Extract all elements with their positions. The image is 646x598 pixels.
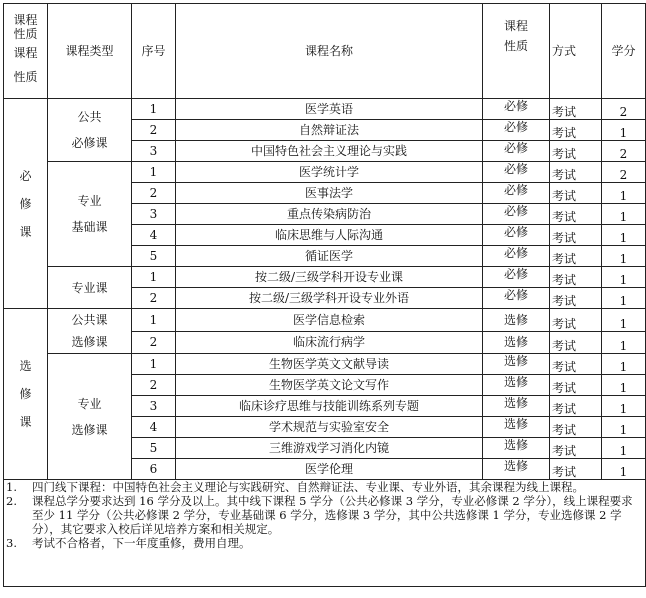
row-credit: 2 — [602, 99, 646, 120]
row-credit: 1 — [602, 354, 646, 375]
row-no: 4 — [132, 225, 176, 246]
row-course-name: 临床思维与人际沟通 — [176, 225, 483, 246]
row-requirement: 必修 — [483, 120, 550, 141]
group-public-required — [48, 99, 132, 162]
group-label-line: 必修课 — [71, 136, 108, 150]
row-method: 考试 — [550, 141, 602, 162]
row-no: 2 — [132, 183, 176, 204]
row-method: 考试 — [550, 204, 602, 225]
group-elective-char: 修 — [19, 387, 32, 401]
row-method: 考试 — [550, 331, 602, 354]
header-requirement-line: 课程 — [503, 19, 528, 33]
row-credit: 1 — [602, 246, 646, 267]
row-credit: 1 — [602, 438, 646, 459]
row-course-name: 自然辩证法 — [176, 120, 483, 141]
row-no: 4 — [132, 417, 176, 438]
row-credit: 2 — [602, 141, 646, 162]
row-requirement: 选修 — [483, 331, 550, 354]
row-course-name: 生物医学英文论文写作 — [176, 375, 483, 396]
row-course-name: 临床流行病学 — [176, 331, 483, 354]
row-requirement: 必修 — [483, 99, 550, 120]
row-credit: 2 — [602, 162, 646, 183]
row-course-name: 医学信息检索 — [176, 309, 483, 332]
row-no: 3 — [132, 141, 176, 162]
row-no: 2 — [132, 375, 176, 396]
row-course-name: 临床诊疗思维与技能训练系列专题 — [176, 396, 483, 417]
row-method: 考试 — [550, 183, 602, 204]
group-label-line: 基础课 — [71, 220, 108, 234]
group-label-line: 选修课 — [71, 422, 108, 437]
group-required-char: 课 — [19, 224, 32, 239]
header-nature-line: 性质 — [13, 27, 38, 41]
header-nature-line: 性质 — [13, 70, 38, 84]
row-credit: 1 — [602, 375, 646, 396]
group-required — [4, 99, 48, 309]
row-credit: 1 — [602, 225, 646, 246]
row-method: 考试 — [550, 375, 602, 396]
row-course-name: 医学统计学 — [176, 162, 483, 183]
row-no: 6 — [132, 459, 176, 480]
row-method: 考试 — [550, 99, 602, 120]
row-course-name: 生物医学英文文献导读 — [176, 354, 483, 375]
row-credit: 1 — [602, 459, 646, 480]
row-course-name: 按二级/三级学科开设专业课 — [176, 267, 483, 288]
row-course-name: 三维游戏学习消化内镜 — [176, 438, 483, 459]
row-requirement: 选修 — [483, 417, 550, 438]
row-method: 考试 — [550, 396, 602, 417]
row-method: 考试 — [550, 267, 602, 288]
row-credit: 1 — [602, 267, 646, 288]
header-requirement — [483, 4, 550, 99]
row-course-name: 医事法学 — [176, 183, 483, 204]
group-major-basic — [48, 162, 132, 267]
row-credit: 1 — [602, 120, 646, 141]
row-requirement: 必修 — [483, 288, 550, 309]
row-no: 3 — [132, 396, 176, 417]
row-no: 3 — [132, 204, 176, 225]
table-row — [4, 99, 646, 120]
table-row — [4, 354, 646, 375]
notes-cell — [4, 480, 646, 587]
note-text: 课程总学分要求达到 16 学分及以上。其中线下课程 5 学分（公共必修课 3 学分，专业必修课 2 学分），线上课程要求至少 11 学分（公共必修课 2 学分，专业基础课 6 学分，选修课 3 学分，其中公共选修课 1 学分，专业选修课 2 学分），其它要求入校后详见培养方案和相关规定。 — [32, 494, 633, 536]
group-major-course: 专业课 — [48, 267, 132, 309]
row-credit: 1 — [602, 331, 646, 354]
group-label-line: 专业 — [77, 194, 102, 208]
row-requirement: 必修 — [483, 225, 550, 246]
row-requirement: 选修 — [483, 375, 550, 396]
row-no: 1 — [132, 354, 176, 375]
row-no: 1 — [132, 309, 176, 332]
row-method: 考试 — [550, 309, 602, 332]
group-elective-char: 选 — [19, 359, 32, 373]
row-credit: 1 — [602, 396, 646, 417]
row-method: 考试 — [550, 246, 602, 267]
table-row — [4, 309, 646, 332]
row-no: 1 — [132, 99, 176, 120]
row-method: 考试 — [550, 459, 602, 480]
header-seq: 序号 — [132, 4, 176, 99]
table-header-row — [4, 4, 646, 99]
note-number: 2. — [6, 494, 17, 508]
row-no: 2 — [132, 331, 176, 354]
group-label-line: 公共 — [77, 110, 102, 124]
row-no: 1 — [132, 267, 176, 288]
group-required-char: 必 — [19, 168, 32, 183]
note-item — [6, 480, 643, 494]
row-requirement: 必修 — [483, 162, 550, 183]
row-no: 5 — [132, 438, 176, 459]
note-number: 1. — [6, 480, 17, 494]
row-credit: 1 — [602, 183, 646, 204]
row-requirement: 必修 — [483, 141, 550, 162]
note-text: 考试不合格者，下一年度重修，费用自理。 — [32, 536, 251, 550]
row-method: 考试 — [550, 162, 602, 183]
group-label-line: 专业 — [77, 396, 102, 411]
group-label-line: 选修课 — [71, 335, 108, 349]
row-method: 考试 — [550, 438, 602, 459]
row-credit: 1 — [602, 309, 646, 332]
curriculum-table — [3, 3, 646, 587]
row-credit: 1 — [602, 417, 646, 438]
header-nature-line: 课程 — [13, 13, 38, 27]
row-course-name: 循证医学 — [176, 246, 483, 267]
row-requirement: 选修 — [483, 396, 550, 417]
row-credit: 1 — [602, 204, 646, 225]
row-requirement: 选修 — [483, 459, 550, 480]
row-requirement: 选修 — [483, 309, 550, 332]
row-course-name: 学术规范与实验室安全 — [176, 417, 483, 438]
row-no: 2 — [132, 288, 176, 309]
header-nature — [4, 4, 48, 99]
row-method: 考试 — [550, 225, 602, 246]
group-required-char: 修 — [19, 196, 32, 211]
row-course-name: 重点传染病防治 — [176, 204, 483, 225]
row-course-name: 中国特色社会主义理论与实践 — [176, 141, 483, 162]
note-number: 3. — [6, 536, 17, 550]
row-requirement: 选修 — [483, 354, 550, 375]
row-requirement: 必修 — [483, 267, 550, 288]
group-major-elective — [48, 354, 132, 480]
header-method: 方式 — [550, 4, 602, 99]
row-method: 考试 — [550, 417, 602, 438]
group-label-line: 公共课 — [71, 313, 108, 327]
row-requirement: 必修 — [483, 246, 550, 267]
note-text: 四门线下课程：中国特色社会主义理论与实践研究、自然辩证法、专业课、专业外语，其余课程为线上课程。 — [32, 480, 584, 494]
note-item — [6, 494, 643, 536]
notes-row — [4, 480, 646, 587]
header-credit: 学分 — [602, 4, 646, 99]
row-no: 2 — [132, 120, 176, 141]
row-method: 考试 — [550, 288, 602, 309]
table-row — [4, 267, 646, 288]
note-item — [6, 536, 643, 550]
row-no: 1 — [132, 162, 176, 183]
group-elective-char: 课 — [19, 415, 32, 429]
row-course-name: 按二级/三级学科开设专业外语 — [176, 288, 483, 309]
header-nature-line: 课程 — [13, 46, 38, 60]
table-row — [4, 162, 646, 183]
group-elective — [4, 309, 48, 480]
header-name: 课程名称 — [176, 4, 483, 99]
row-requirement: 必修 — [483, 204, 550, 225]
row-course-name: 医学伦理 — [176, 459, 483, 480]
row-course-name: 医学英语 — [176, 99, 483, 120]
header-requirement-line: 性质 — [503, 39, 528, 53]
header-type: 课程类型 — [48, 4, 132, 99]
row-method: 考试 — [550, 354, 602, 375]
row-no: 5 — [132, 246, 176, 267]
row-requirement: 选修 — [483, 438, 550, 459]
row-method: 考试 — [550, 120, 602, 141]
group-public-elective — [48, 309, 132, 354]
row-credit: 1 — [602, 288, 646, 309]
row-requirement: 必修 — [483, 183, 550, 204]
